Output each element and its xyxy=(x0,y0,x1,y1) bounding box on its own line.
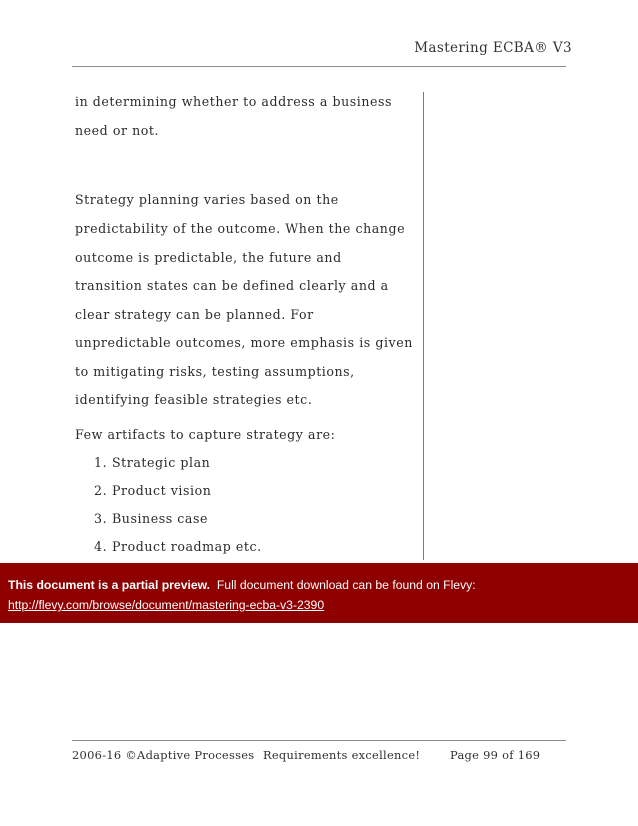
paragraph-line: clear strategy can be planned. For xyxy=(75,307,314,322)
download-link[interactable]: http://flevy.com/browse/document/mastering-ecba-v3-2390 xyxy=(8,598,325,612)
document-title: Mastering ECBA® V3 xyxy=(414,40,572,56)
paragraph-line: predictability of the outcome. When the change xyxy=(75,221,406,236)
list-item: Strategic plan xyxy=(112,455,211,470)
list-number: 2. xyxy=(94,483,108,498)
paragraph-line: identifying feasible strategies etc. xyxy=(75,392,313,407)
list-number: 3. xyxy=(94,511,108,526)
list-item: Product roadmap etc. xyxy=(112,539,262,554)
list-intro: Few artifacts to capture strategy are: xyxy=(75,427,336,442)
banner-message xyxy=(8,578,476,592)
preview-banner xyxy=(0,563,638,623)
page-number: Page 99 of 169 xyxy=(450,748,541,762)
list-number: 4. xyxy=(94,539,108,554)
column-divider xyxy=(423,92,424,560)
list-item: Business case xyxy=(112,511,208,526)
paragraph-line: transition states can be defined clearly and a xyxy=(75,278,389,293)
paragraph-line: unpredictable outcomes, more emphasis is given xyxy=(75,335,413,350)
paragraph-line: Strategy planning varies based on the xyxy=(75,192,339,207)
list-item: Product vision xyxy=(112,483,212,498)
footer-divider xyxy=(72,740,566,741)
list-number: 1. xyxy=(94,455,108,470)
footer-tagline: Requirements excellence! xyxy=(263,748,421,762)
banner-bold-text: This document is a partial preview. xyxy=(8,578,211,592)
paragraph-line: need or not. xyxy=(75,123,160,138)
header-divider xyxy=(72,66,566,67)
paragraph-line: in determining whether to address a business xyxy=(75,94,393,109)
banner-text: Full document download can be found on Flevy: xyxy=(216,578,476,592)
footer-copyright: 2006-16 ©Adaptive Processes xyxy=(72,748,255,762)
paragraph-line: outcome is predictable, the future and xyxy=(75,250,342,265)
paragraph-line: to mitigating risks, testing assumptions, xyxy=(75,364,355,379)
